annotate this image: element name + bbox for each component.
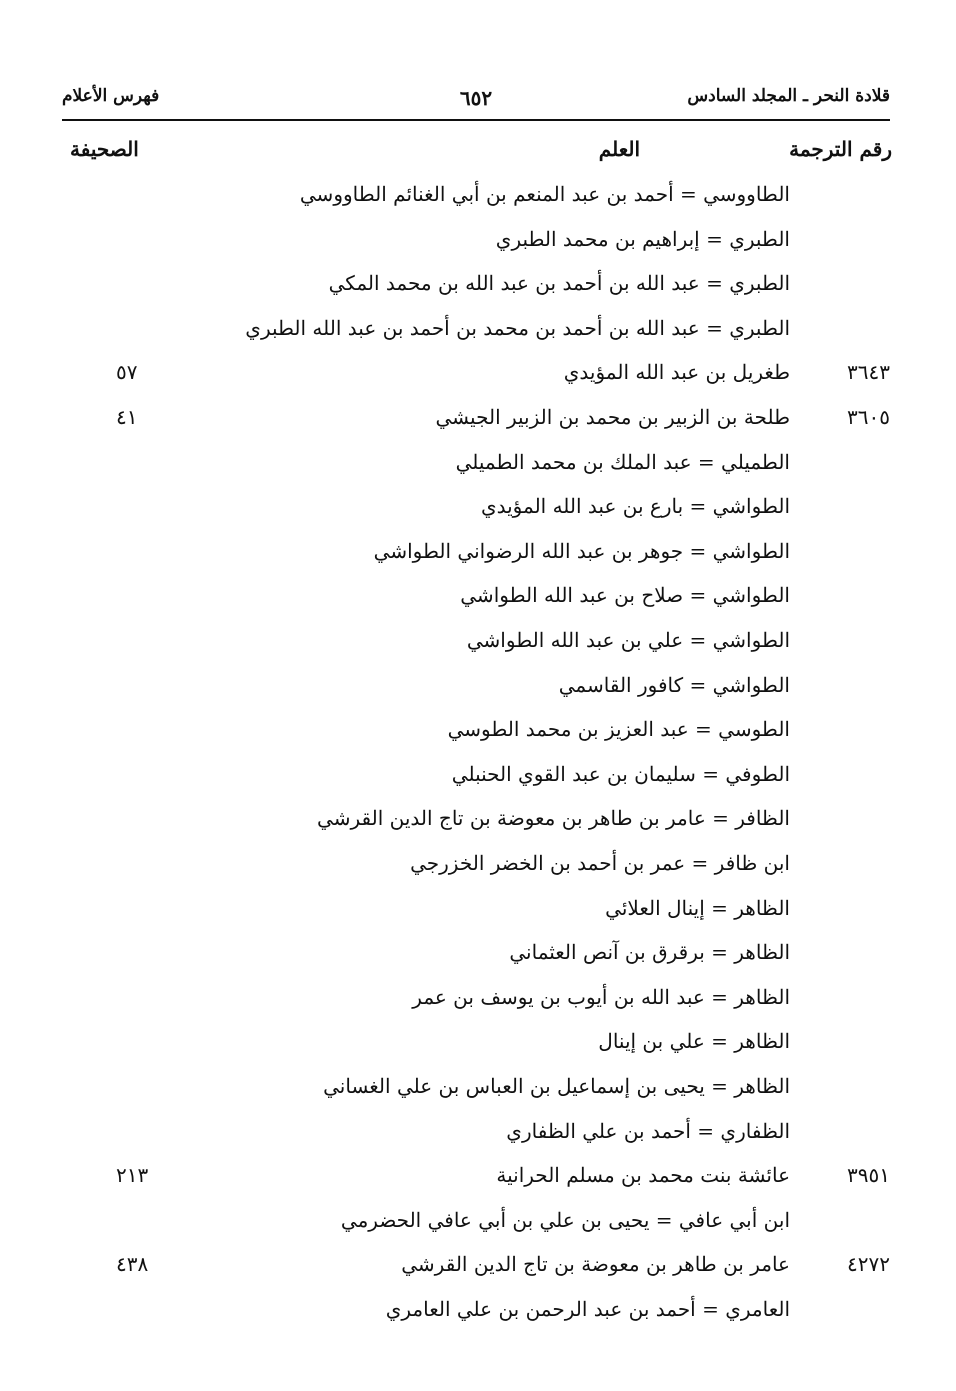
entry-name: الطواشي = علي بن عبد الله الطواشي bbox=[466, 628, 790, 652]
index-entry bbox=[0, 717, 956, 761]
header-rule bbox=[62, 119, 890, 121]
entry-name: الظاهر = عبد الله بن أيوب بن يوسف بن عمر bbox=[412, 984, 790, 1009]
column-header-number: رقم الترجمة bbox=[789, 137, 892, 161]
entry-name: الظاهر = برقرق بن آنص العثماني bbox=[509, 940, 790, 965]
entry-name: ابن ظافر = عمر بن أحمد بن الخضر الخزرجي bbox=[410, 851, 790, 875]
entry-name: الظفاري = أحمد بن علي الظفاري bbox=[506, 1118, 790, 1143]
index-entry bbox=[0, 628, 956, 672]
index-entry bbox=[0, 1029, 956, 1073]
index-entry bbox=[0, 1297, 956, 1341]
entry-name: العامري = أحمد بن عبد الرحمن بن علي العامري bbox=[385, 1297, 790, 1321]
entry-name: الطميلي = عبد الملك بن محمد الطميلي bbox=[455, 449, 790, 474]
index-entry bbox=[0, 271, 956, 315]
index-entry bbox=[0, 405, 956, 449]
entry-name: الطوفي = سليمان بن عبد القوي الحنبلي bbox=[451, 761, 790, 786]
index-entry bbox=[0, 494, 956, 538]
index-entry bbox=[0, 227, 956, 271]
index-entry bbox=[0, 806, 956, 850]
index-entry bbox=[0, 1252, 956, 1296]
index-entry bbox=[0, 316, 956, 360]
index-entry bbox=[0, 450, 956, 494]
entry-page: ٢١٣ bbox=[116, 1163, 149, 1188]
entry-number: ٣٩٥١ bbox=[847, 1163, 890, 1188]
column-headers bbox=[0, 137, 956, 169]
entry-name: الطبري = إبراهيم بن محمد الطبري bbox=[495, 226, 790, 251]
entry-number: ٣٦٠٥ bbox=[847, 405, 890, 429]
entry-number: ٤٢٧٢ bbox=[847, 1252, 890, 1277]
entry-name: عامر بن طاهر بن معوضة بن تاج الدين القرشي bbox=[401, 1252, 790, 1277]
index-entry bbox=[0, 583, 956, 627]
entry-page: ٤٣٨ bbox=[116, 1252, 149, 1277]
entry-name: الطواشي = كافور القاسمي bbox=[558, 672, 790, 697]
entry-page: ٤١ bbox=[116, 405, 138, 429]
index-entry bbox=[0, 762, 956, 806]
index-entry bbox=[0, 360, 956, 404]
index-title: فهرس الأعلام bbox=[62, 86, 160, 106]
index-entry bbox=[0, 1208, 956, 1252]
book-title: قلادة النحر ـ المجلد السادس bbox=[687, 86, 890, 106]
entry-page: ٥٧ bbox=[116, 360, 138, 385]
entry-name: طغريل بن عبد الله المؤيدي bbox=[563, 360, 790, 385]
entry-name: الطبري = عبد الله بن أحمد بن عبد الله بن محمد المكي bbox=[328, 271, 790, 296]
entry-number: ٣٦٤٣ bbox=[847, 360, 890, 385]
entry-name: الظاهر = إينال العلائي bbox=[605, 895, 790, 920]
entry-name: الطواشي = جوهر بن عبد الله الرضواني الطواشي bbox=[373, 538, 790, 563]
index-entry bbox=[0, 1163, 956, 1207]
index-entry bbox=[0, 896, 956, 940]
entry-name: عائشة بنت محمد بن مسلم الحرانية bbox=[496, 1163, 790, 1188]
index-entry bbox=[0, 539, 956, 583]
page-number: ٦٥٢ bbox=[459, 86, 493, 110]
index-entry bbox=[0, 1119, 956, 1163]
entry-name: الطواشي = بارع بن عبد الله المؤيدي bbox=[480, 494, 790, 519]
index-entry bbox=[0, 673, 956, 717]
entry-name: الطاووسي = أحمد بن عبد المنعم بن أبي الغنائم الطاووسي bbox=[299, 182, 790, 206]
entry-name: الطوسي = عبد العزيز بن محمد الطوسي bbox=[447, 717, 790, 742]
entry-name: الظاهر = يحيى بن إسماعيل بن العباس بن علي الغساني bbox=[323, 1074, 790, 1098]
column-header-name: العلم bbox=[598, 137, 640, 161]
index-entry bbox=[0, 985, 956, 1029]
entry-name: ابن أبي عافي = يحيى بن علي بن أبي عافي الحضرمي bbox=[340, 1207, 790, 1232]
column-header-page: الصحيفة bbox=[70, 137, 139, 161]
entry-name: الطبري = عبد الله بن أحمد بن محمد بن أحمد بن عبد الله الطبري bbox=[245, 315, 790, 340]
index-entry bbox=[0, 940, 956, 984]
index-entry bbox=[0, 851, 956, 895]
entry-name: الظاهر = علي بن إينال bbox=[598, 1029, 790, 1054]
entry-name: طلحة بن الزبير بن محمد بن الزبير الجيشي bbox=[435, 405, 790, 429]
index-entry bbox=[0, 182, 956, 226]
entry-name: الظافر = عامر بن طاهر بن معوضة بن تاج الدين القرشي bbox=[317, 806, 790, 831]
entry-name: الطواشي = صلاح بن عبد الله الطواشي bbox=[460, 583, 790, 608]
running-header bbox=[62, 86, 890, 116]
index-entry bbox=[0, 1074, 956, 1118]
